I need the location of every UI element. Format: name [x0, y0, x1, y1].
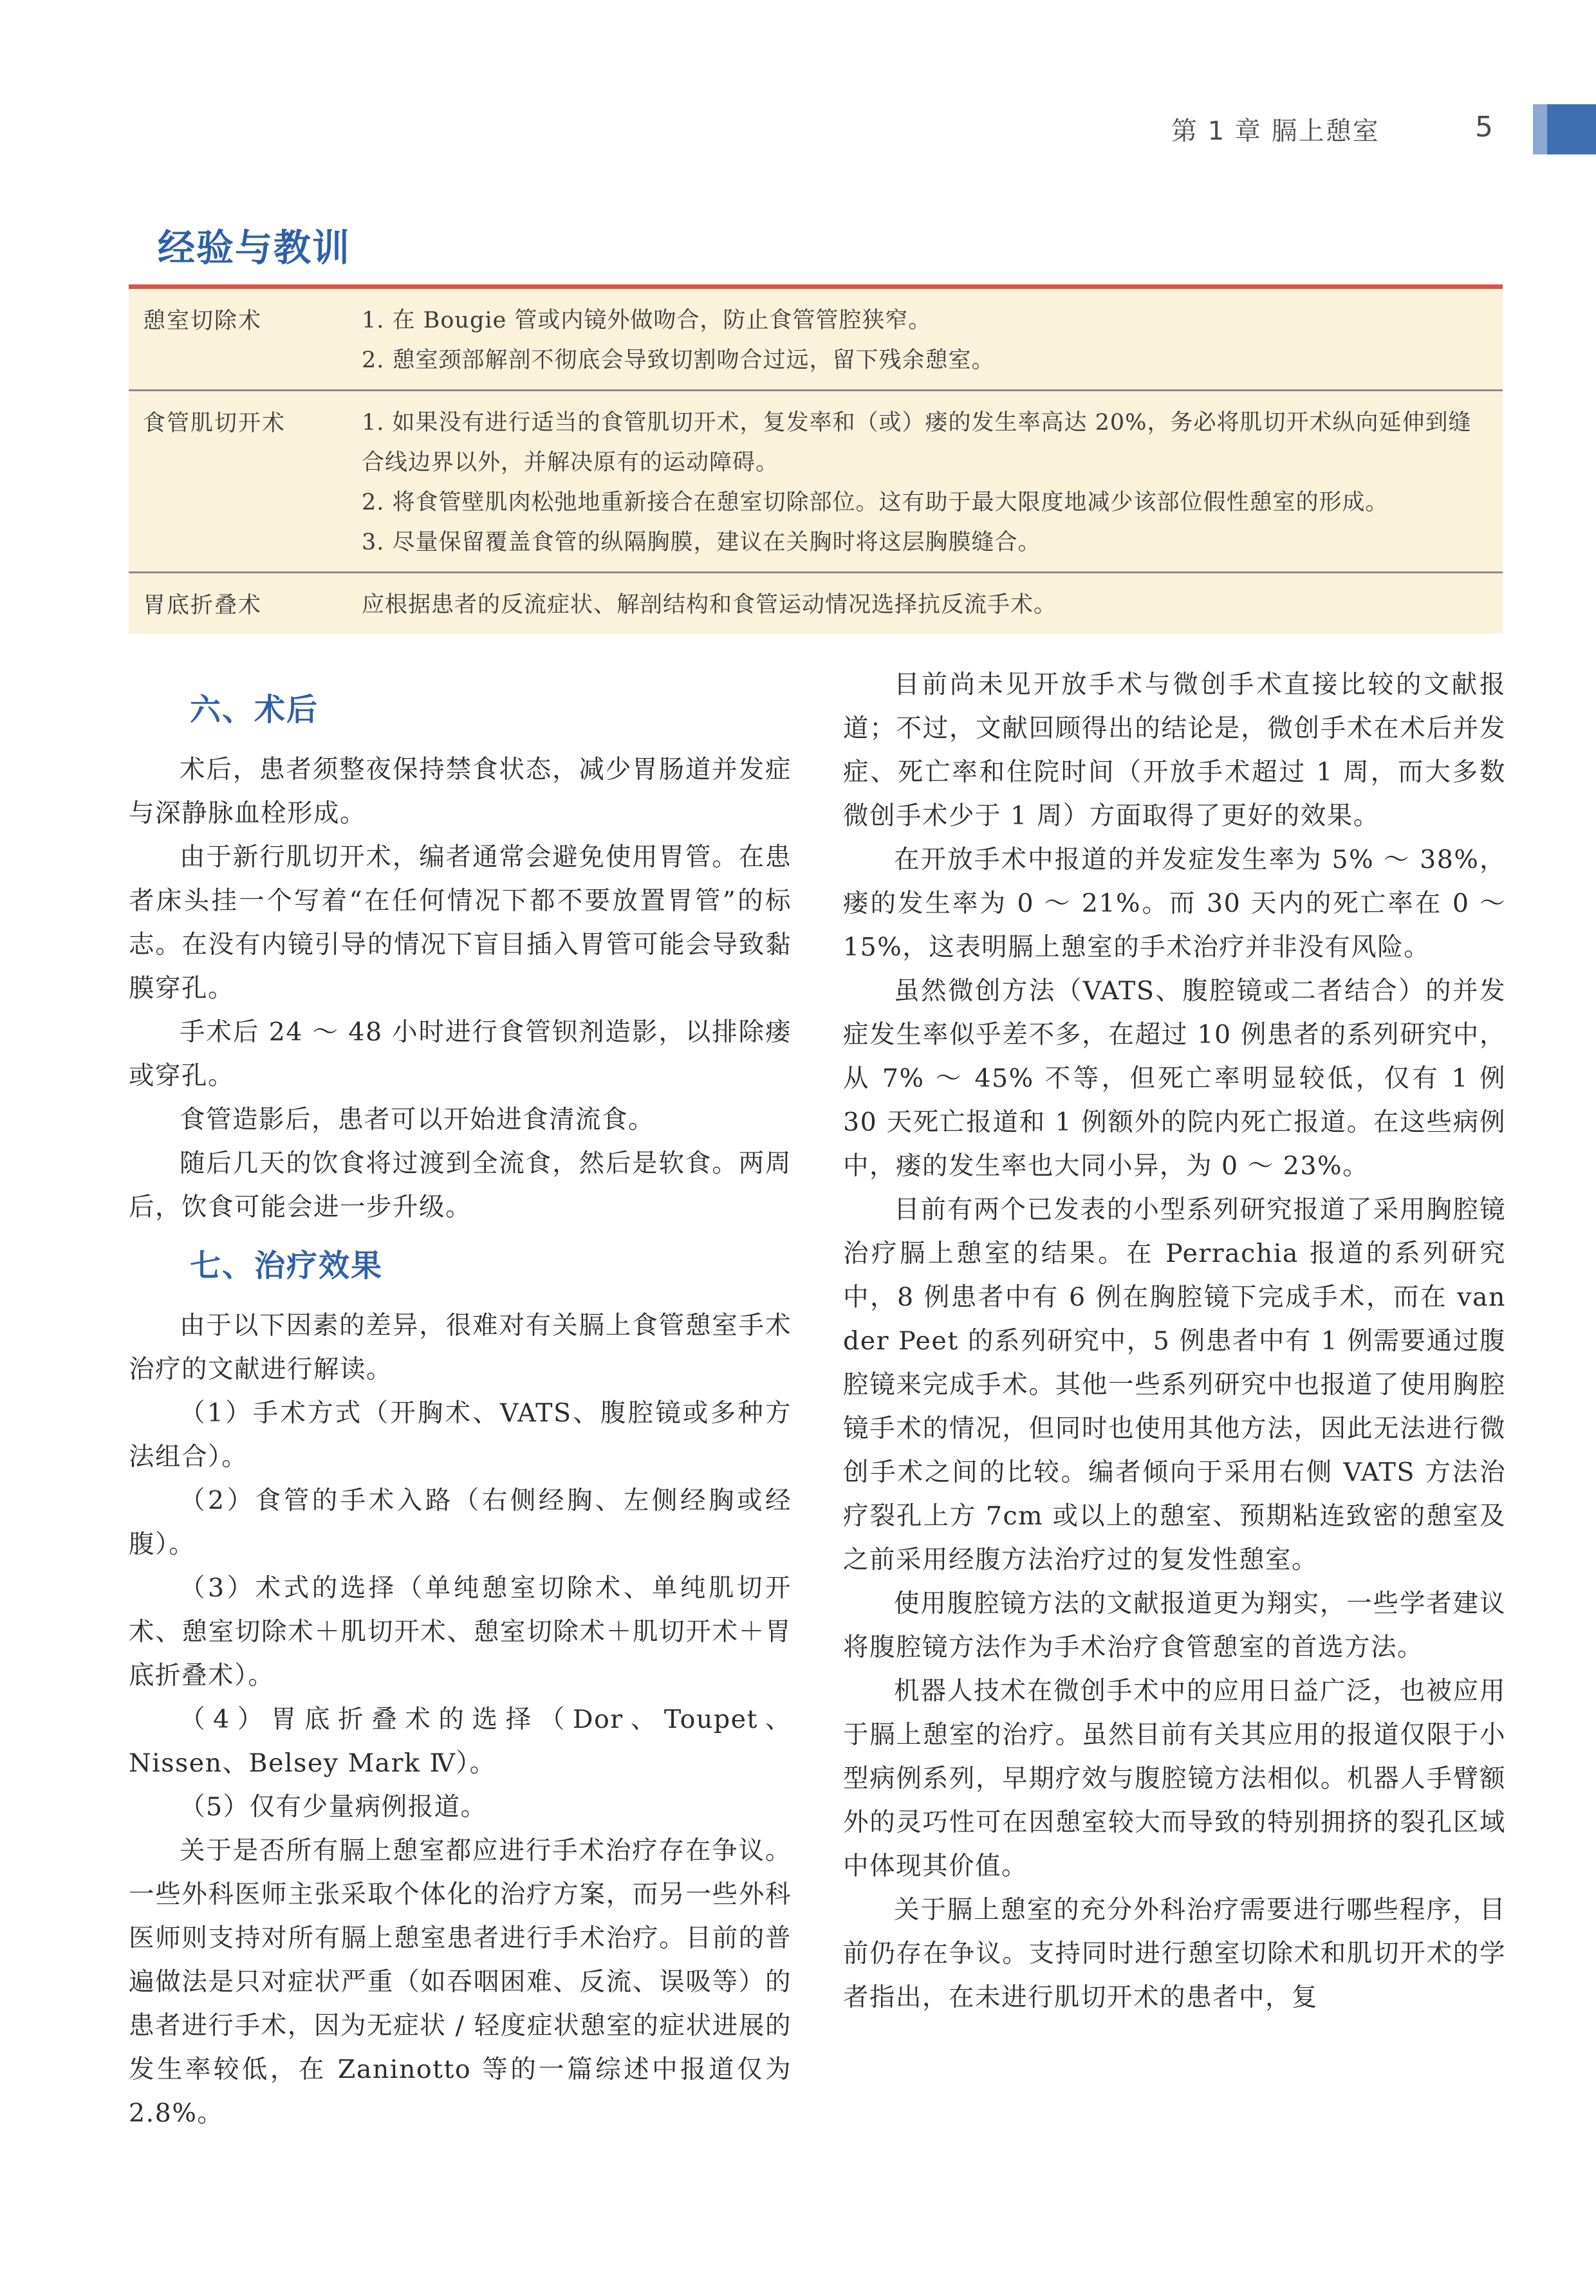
body-paragraph: 食管造影后，患者可以开始进食清流食。 — [180, 1105, 654, 1134]
lessons-box-title: 经验与教训 — [158, 226, 351, 270]
lesson-item: 1. 在 Bougie 管或内镜外做吻合，防止食管管腔狭窄。 — [362, 308, 932, 333]
list-paragraph: （1）手术方式（开胸术、VATS、腹腔镜或多种方法组合）。 — [129, 1398, 792, 1472]
body-paragraph: 目前尚未见开放手术与微创手术直接比较的文献报道；不过，文献回顾得出的结论是，微创手术在术后并发症、死亡率和住院时间（开放手术超过 1 周，而大多数微创手术少于 1 周）方面取得了更好的效果。 — [843, 670, 1506, 831]
body-paragraph: 由于新行肌切开术，编者通常会避免使用胃管。在患者床头挂一个写着“在任何情况下都不要放置胃管”的标志。在没有内镜引导的情况下盲目插入胃管可能会导致黏膜穿孔。 — [129, 842, 792, 1003]
lesson-row-fundoplication — [129, 573, 1503, 634]
chapter-title: 第 1 章 膈上憩室 — [1171, 116, 1380, 146]
list-paragraph: （2）食管的手术入路（右侧经胸、左侧经胸或经腹）。 — [129, 1486, 792, 1559]
lesson-item: 2. 将食管壁肌肉松弛地重新接合在憩室切除部位。这有助于最大限度地减少该部位假性憩室的形成。 — [362, 490, 1389, 515]
body-paragraph: 在开放手术中报道的并发症发生率为 5% ～ 38%，瘘的发生率为 0 ～ 21%。而 30 天内的死亡率在 0 ～ 15%，这表明膈上憩室的手术治疗并非没有风险。 — [843, 845, 1506, 962]
body-paragraph: 机器人技术在微创手术中的应用日益广泛，也被应用于膈上憩室的治疗。虽然目前有关其应用的报道仅限于小型病例系列，早期疗效与腹腔镜方法相似。机器人手臂额外的灵巧性可在因憩室较大而导致的特别拥挤的裂孔区域中体现其价值。 — [843, 1676, 1506, 1881]
list-paragraph: （5）仅有少量病例报道。 — [180, 1792, 487, 1822]
lessons-table — [129, 289, 1503, 634]
right-column — [843, 663, 1506, 2019]
chapter-tab-marker — [1533, 104, 1596, 154]
lesson-row-label: 食管肌切开术 — [143, 411, 286, 436]
body-paragraph: 由于以下因素的差异，很难对有关膈上食管憩室手术治疗的文献进行解读。 — [129, 1311, 792, 1384]
body-paragraph: 使用腹腔镜方法的文献报道更为翔实，一些学者建议将腹腔镜方法作为手术治疗食管憩室的首选方法。 — [843, 1589, 1506, 1662]
body-paragraph: 虽然微创方法（VATS、腹腔镜或二者结合）的并发症发生率似乎差不多，在超过 10 例患者的系列研究中，从 7% ～ 45% 不等，但死亡率明显较低，仅有 1 例 30 天死亡报道和 1 例额外的院内死亡报道。在这些病例中，瘘的发生率也大同小异，为 0 ～ 23%。 — [843, 976, 1506, 1181]
body-paragraph: 术后，患者须整夜保持禁食状态，减少胃肠道并发症与深静脉血栓形成。 — [129, 755, 792, 828]
body-paragraph: 目前有两个已发表的小型系列研究报道了采用胸腔镜治疗膈上憩室的结果。在 Perrachia 报道的系列研究中，8 例患者中有 6 例在胸腔镜下完成手术，而在 van der Peet 的系列研究中，5 例患者中有 1 例需要通过腹腔镜来完成手术。其他一些系列研究中也报道了使用胸腔镜手术的情况，但同时也使用其他方法，因此无法进行微创手术之间的比较。编者倾向于采用右侧 VATS 方法治疗裂孔上方 7cm 或以上的憩室、预期粘连致密的憩室及之前采用经腹方法治疗过的复发性憩室。 — [843, 1195, 1506, 1575]
lesson-item: 1. 如果没有进行适当的食管肌切开术，复发率和（或）瘘的发生率高达 20%，务必将肌切开术纵向延伸到缝合线边界以外，并解决原有的运动障碍。 — [362, 410, 1472, 476]
lesson-row-diverticulectomy — [129, 289, 1503, 391]
title-divider — [129, 284, 1503, 289]
section-heading-postoperative: 六、术后 — [190, 692, 319, 728]
body-paragraph: 手术后 24 ～ 48 小时进行食管钡剂造影，以排除瘘或穿孔。 — [129, 1017, 792, 1091]
lesson-item: 2. 憩室颈部解剖不彻底会导致切割吻合过远，留下残余憩室。 — [362, 347, 995, 373]
lesson-row-label: 胃底折叠术 — [143, 593, 263, 618]
lesson-item: 3. 尽量保留覆盖食管的纵隔胸膜，建议在关胸时将这层胸膜缝合。 — [362, 530, 1041, 555]
page-number: 5 — [1475, 111, 1493, 144]
list-paragraph: （3）术式的选择（单纯憩室切除术、单纯肌切开术、憩室切除术＋肌切开术、憩室切除术＋肌切开术＋胃底折叠术）。 — [129, 1573, 792, 1690]
section-heading-outcomes: 七、治疗效果 — [190, 1248, 384, 1284]
body-paragraph: 随后几天的饮食将过渡到全流食，然后是软食。两周后，饮食可能会进一步升级。 — [129, 1149, 792, 1222]
lesson-row-myotomy — [129, 391, 1503, 573]
lesson-row-label: 憩室切除术 — [143, 308, 263, 334]
left-column — [129, 668, 792, 2135]
running-header — [1158, 111, 1493, 156]
list-paragraph: （4）胃底折叠术的选择（Dor、Toupet、Nissen、Belsey Mark Ⅳ）。 — [129, 1705, 792, 1778]
lesson-item: 应根据患者的反流症状、解剖结构和食管运动情况选择抗反流手术。 — [362, 592, 1057, 618]
body-paragraph: 关于膈上憩室的充分外科治疗需要进行哪些程序，目前仍存在争议。支持同时进行憩室切除术和肌切开术的学者指出，在未进行肌切开术的患者中，复 — [843, 1895, 1506, 2012]
body-paragraph: 关于是否所有膈上憩室都应进行手术治疗存在争议。一些外科医师主张采取个体化的治疗方案，而另一些外科医师则支持对所有膈上憩室患者进行手术治疗。目前的普遍做法是只对症状严重（如吞咽困难、反流、误吸等）的患者进行手术，因为无症状 / 轻度症状憩室的症状进展的发生率较低，在 Zaninotto 等的一篇综述中报道仅为 2.8%。 — [129, 1836, 792, 2128]
